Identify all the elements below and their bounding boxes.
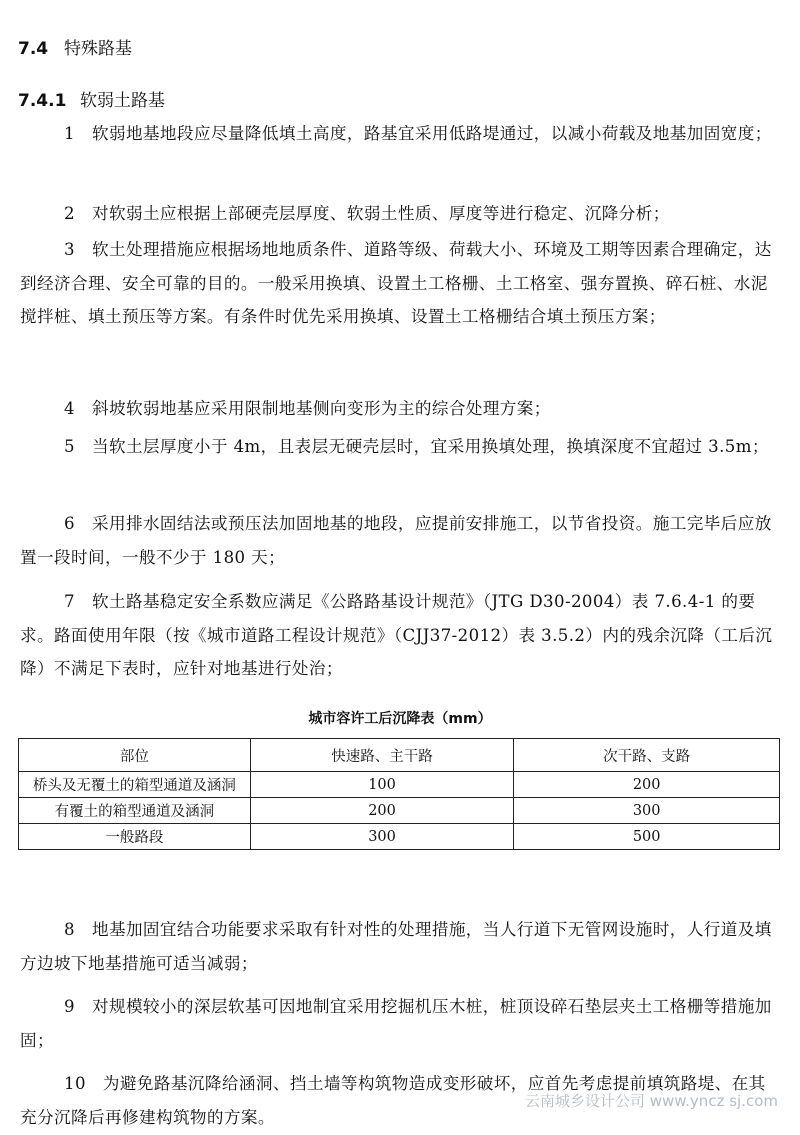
table-row — [19, 824, 780, 850]
paragraph-2: 2 对软弱土应根据上部硬壳层厚度、软弱土性质、厚度等进行稳定、沉降分析； — [64, 204, 670, 223]
paragraph-9: 9 对规模较小的深层软基可因地制宜采用挖掘机压木桩，桩顶设碎石垫层夹土工格栅等措施加固； — [20, 997, 772, 1050]
watermark: 云南城乡设计公司 www.yncz sj.com — [524, 1092, 778, 1110]
section-heading — [18, 34, 132, 59]
table-cell: 桥头及无覆土的箱型通道及涵洞 — [19, 772, 251, 798]
paragraph-3: 3 软土处理措施应根据场地地质条件、道路等级、荷载大小、环境及工期等因素合理确定，达到经济合理、安全可靠的目的。一般采用换填、设置土工格栅、土工格室、强夯置换、碎石桩、水泥搅拌桩、填土预压等方案。有条件时优先采用换填、设置土工格栅结合填土预压方案； — [20, 240, 772, 326]
paragraph-5: 5 当软土层厚度小于 4m，且表层无硬壳层时，宜采用换填处理，换填深度不宜超过 3.5m； — [64, 437, 769, 456]
header-secondary-road: 次干路、支路 — [514, 739, 780, 772]
table-row — [19, 772, 780, 798]
section-number: 7.4 — [18, 39, 49, 59]
paragraph-7: 7 软土路基稳定安全系数应满足《公路路基设计规范》（JTG D30-2004）表 7.6.4-1 的要求。路面使用年限（按《城市道路工程设计规范》（CJJ37-2012）表 3.5.2）内的残余沉降（工后沉降）不满足下表时，应针对地基进行处治； — [20, 592, 773, 678]
paragraph-10: 10 为避免路基沉降给涵洞、挡土墙等构筑物造成变形破坏，应首先考虑提前填筑路堤、在其充分沉降后再修建构筑物的方案。 — [20, 1074, 766, 1127]
table-cell: 300 — [514, 798, 780, 824]
settlement-table — [18, 738, 780, 850]
table-header-row — [19, 739, 780, 772]
paragraph-8: 8 地基加固宜结合功能要求采取有针对性的处理措施，当人行道下无管网设施时，人行道及填方边坡下地基措施可适当减弱； — [20, 920, 772, 973]
paragraph-4: 4 斜坡软弱地基应采用限制地基侧向变形为主的综合处理方案； — [64, 399, 551, 418]
table-cell: 有覆土的箱型通道及涵洞 — [19, 798, 251, 824]
subsection-heading — [18, 86, 165, 111]
header-location: 部位 — [19, 739, 251, 772]
subsection-number: 7.4.1 — [18, 91, 67, 111]
table-cell: 100 — [250, 772, 514, 798]
header-expressway: 快速路、主干路 — [250, 739, 514, 772]
table-caption: 城市容许工后沉降表（mm） — [308, 711, 492, 727]
paragraph-6: 6 采用排水固结法或预压法加固地基的地段，应提前安排施工，以节省投资。施工完毕后应放置一段时间，一般不少于 180 天； — [20, 514, 772, 567]
subsection-title: 软弱土路基 — [80, 91, 165, 111]
table-cell: 200 — [250, 798, 514, 824]
table-row — [19, 798, 780, 824]
table-cell: 200 — [514, 772, 780, 798]
table-cell: 300 — [250, 824, 514, 850]
section-title: 特殊路基 — [64, 39, 132, 59]
table-cell: 500 — [514, 824, 780, 850]
table-cell: 一般路段 — [19, 824, 251, 850]
paragraph-1: 1 软弱地基地段应尽量降低填土高度，路基宜采用低路堤通过，以减小荷载及地基加固宽度； — [64, 124, 772, 143]
